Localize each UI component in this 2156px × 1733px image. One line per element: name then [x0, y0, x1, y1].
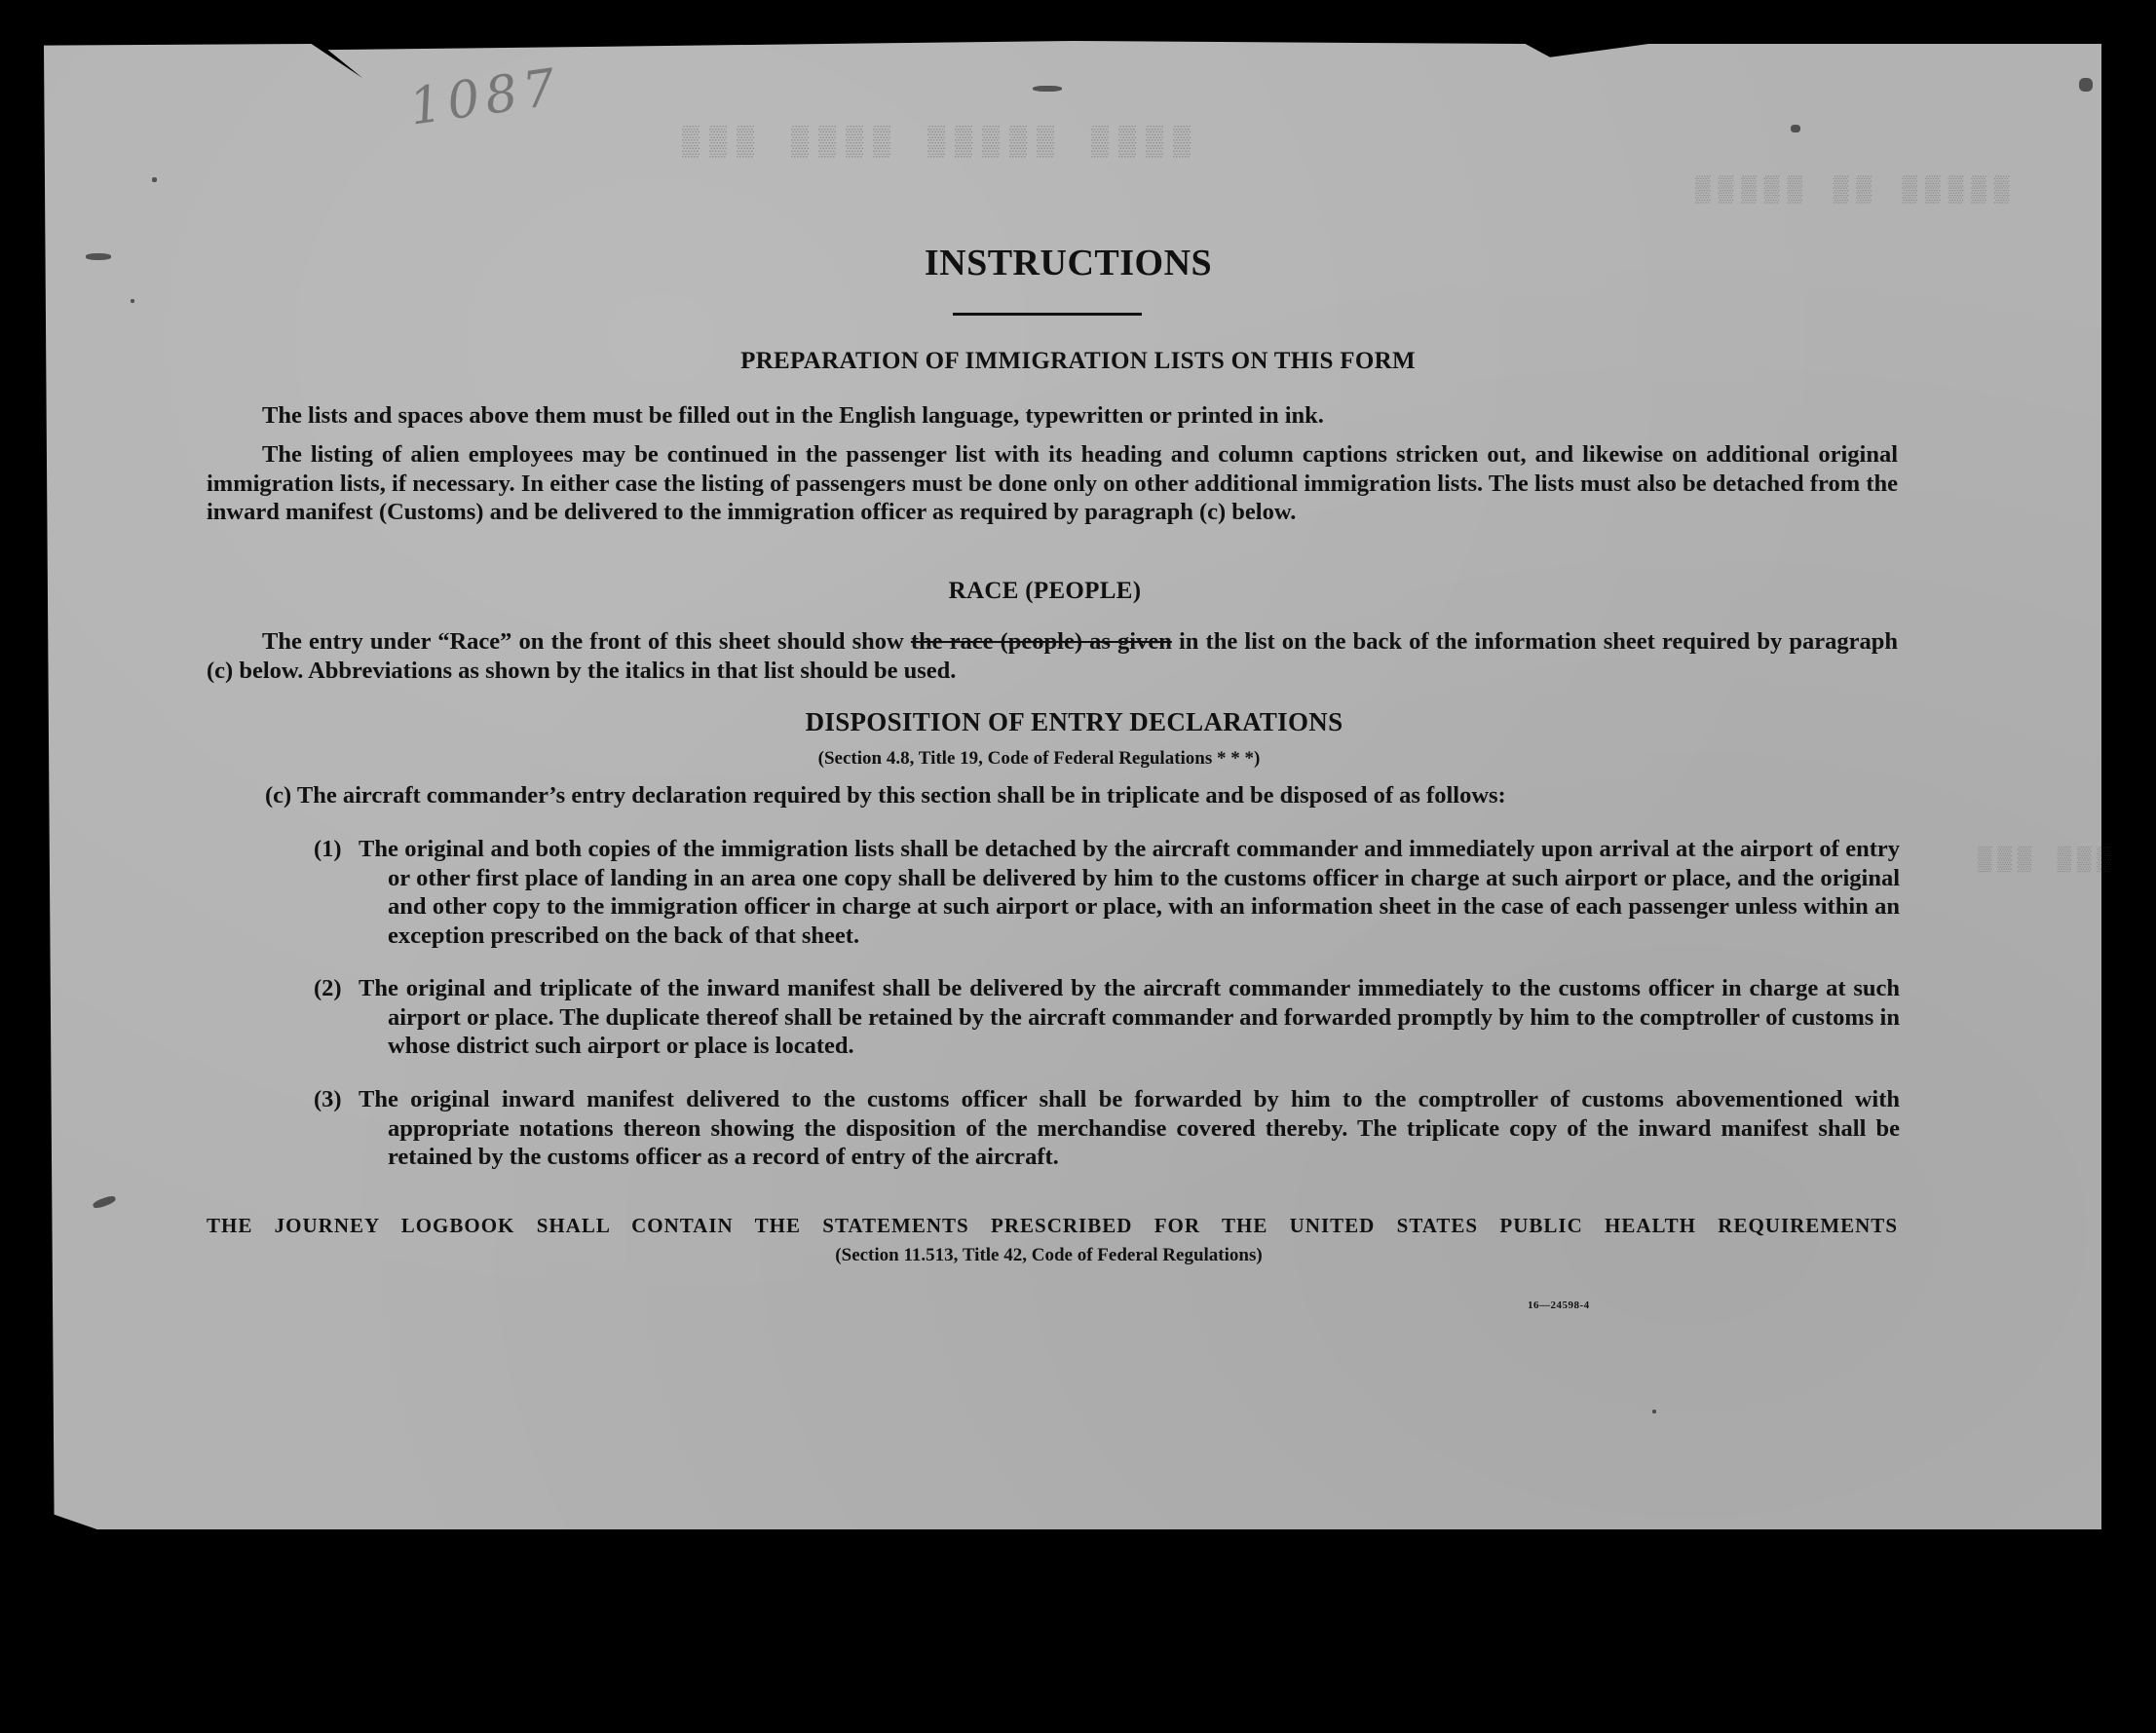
bleed-through-texture: ▒▒▒ ▒▒▒: [1978, 848, 2117, 874]
preparation-heading: PREPARATION OF IMMIGRATION LISTS ON THIS FORM: [740, 348, 1416, 374]
bleed-through-texture: ▒▒▒ ▒▒▒▒ ▒▒▒▒▒ ▒▒▒▒: [682, 127, 1201, 160]
race-paragraph-struck-text: the race (people) as given: [910, 628, 1172, 655]
item-text: The original and triplicate of the inward manifest shall be delivered by the aircraft commander immediately to the customs officer in charge at such airport or place. The duplicate thereof shall be retained by the aircraft commander and forwarded promptly by him to the comptroller of customs in whose district such airport or place is located.: [359, 975, 1900, 1059]
disposition-item-1: [314, 835, 1900, 950]
disposition-citation: (Section 4.8, Title 19, Code of Federal Regulations * * *): [817, 748, 1261, 769]
item-number: (2): [314, 975, 342, 1001]
bleed-through-texture: ▒▒▒▒▒ ▒▒ ▒▒▒▒▒: [1695, 175, 2018, 205]
title-underline: [953, 313, 1142, 316]
disposition-item-3: [314, 1085, 1900, 1172]
item-text: The original inward manifest delivered to the customs officer shall be forwarded by him to the comptroller of customs abovementioned with appropriate notations thereon showing the disposition of the merchandise covered thereby. The triplicate copy of the inward manifest shall be retained by the customs officer as a record of entry of the aircraft.: [359, 1086, 1900, 1170]
race-paragraph-start: The entry under “Race” on the front of this sheet should show: [262, 628, 911, 655]
preparation-paragraph-2: The listing of alien employees may be continued in the passenger list with its heading and column captions stricken out, and likewise on additional original immigration lists, if necessary. In either case the listing of passengers must be done only on other additional immigration lists. The lists must also be detached from the inward manifest (Customs) and be delivered to the immigration officer as required by paragraph (c) below.: [207, 441, 1898, 525]
disposition-heading: DISPOSITION OF ENTRY DECLARATIONS: [805, 707, 1343, 736]
public-health-statement: THE JOURNEY LOGBOOK SHALL CONTAIN THE STATEMENTS PRESCRIBED FOR THE UNITED STATES PUBLIC HEALTH REQUIREMENTS: [207, 1214, 1898, 1237]
public-health-citation: (Section 11.513, Title 42, Code of Federal Regulations): [835, 1245, 1263, 1265]
preparation-paragraph-1: The lists and spaces above them must be filled out in the English language, typewritten or printed in ink.: [262, 402, 1324, 429]
item-number: (3): [314, 1086, 342, 1112]
disposition-intro: (c) The aircraft commander’s entry declaration required by this section shall be in triplicate and be disposed of as follows:: [265, 782, 1506, 809]
item-number: (1): [314, 836, 342, 862]
page-title: INSTRUCTIONS: [924, 243, 1213, 283]
form-number: 16—24598-4: [1528, 1300, 1590, 1311]
race-paragraph: [207, 627, 1898, 685]
handwritten-note: 1087: [405, 57, 565, 137]
disposition-item-2: [314, 974, 1900, 1061]
race-heading: RACE (PEOPLE): [948, 578, 1142, 604]
item-text: The original and both copies of the immigration lists shall be detached by the aircraft commander and immediately upon arrival at the airport of entry or other first place of landing in an area one copy shall be delivered by him to the customs officer in charge at such airport or place, and the original and other copy to the immigration officer in charge at such airport or place, with an information sheet in the case of each passenger unless within an exception prescribed on the back of that sheet.: [359, 836, 1900, 949]
race-paragraph-end: in the list on the back of the information sheet required by paragraph (c) below. Abbreviations as shown by the italics in that list should be used.: [207, 628, 1898, 684]
